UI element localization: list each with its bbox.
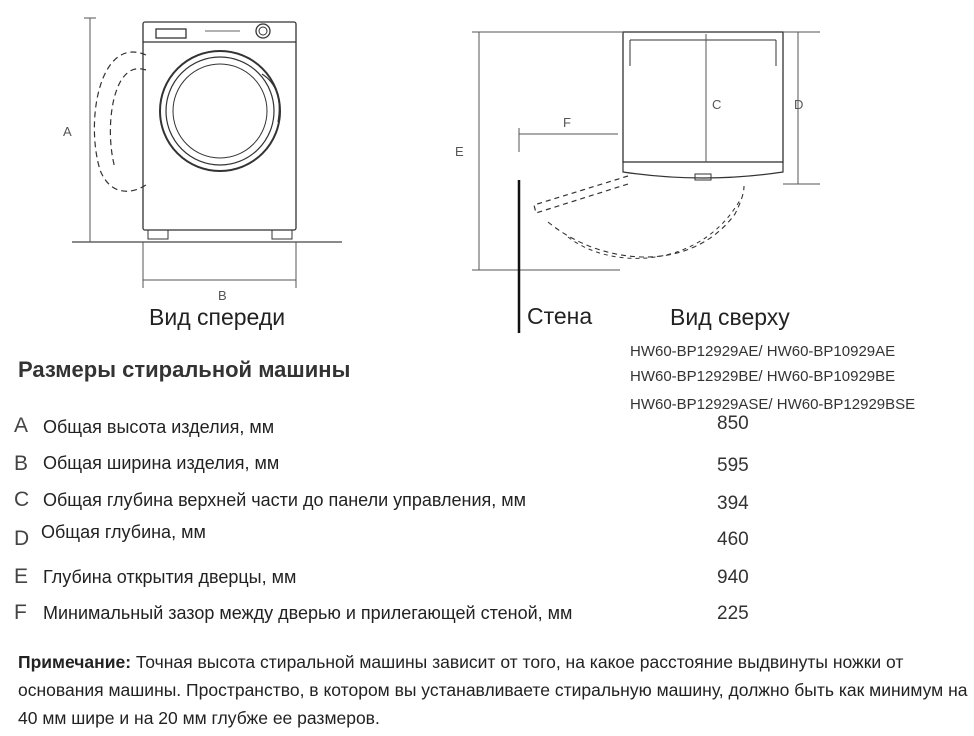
dim-letter-e: E <box>455 144 464 159</box>
row-letter: C <box>14 488 30 511</box>
top-view-label: Вид сверху <box>670 304 790 330</box>
model-line-1: HW60-BP12929AE/ HW60-BP10929AE <box>630 343 896 360</box>
note-text: Точная высота стиральной машины зависит от того, на какое расстояние выдвинуты ножки от основания машины. Пространство, в котором вы устанавливаете стиральную машину, должно быть как минимум на 40 мм шире и на 20 мм глубже ее размеров. <box>18 652 968 728</box>
model-line-2: HW60-BP12929BE/ HW60-BP10929BE <box>630 368 896 385</box>
dim-letter-c: C <box>712 97 722 112</box>
row-letter: D <box>14 527 30 550</box>
row-label: Общая глубина, мм <box>41 522 206 542</box>
row-letter: E <box>14 565 29 588</box>
row-label: Минимальный зазор между дверью и прилегающей стеной, мм <box>43 603 573 623</box>
row-value: 595 <box>717 455 749 476</box>
row-label: Общая ширина изделия, мм <box>43 453 280 473</box>
row-letter: A <box>14 414 29 437</box>
row-letter: B <box>14 452 29 475</box>
installation-note <box>18 648 968 732</box>
top-view-drawing <box>472 32 820 270</box>
model-line-3: HW60-BP12929ASE/ HW60-BP12929BSE <box>630 396 916 413</box>
wall-label: Стена <box>527 303 593 329</box>
dimensions-diagram <box>0 0 974 340</box>
front-view-drawing <box>72 18 342 288</box>
row-label: Общая глубина верхней части до панели управления, мм <box>43 490 527 510</box>
row-value: 850 <box>717 413 749 434</box>
dim-letter-d: D <box>794 97 804 112</box>
dim-letter-a: A <box>63 124 72 139</box>
row-value: 460 <box>717 529 749 550</box>
row-value: 940 <box>717 567 749 588</box>
note-prefix: Примечание: <box>18 652 132 672</box>
row-label: Глубина открытия дверцы, мм <box>43 567 297 587</box>
page-title: Размеры стиральной машины <box>18 357 351 382</box>
dim-letter-b: B <box>218 288 227 303</box>
dim-letter-f: F <box>563 115 571 130</box>
row-value: 225 <box>717 603 749 624</box>
row-label: Общая высота изделия, мм <box>43 417 275 437</box>
row-letter: F <box>14 601 27 624</box>
row-value: 394 <box>717 493 749 514</box>
front-view-label: Вид спереди <box>149 304 286 330</box>
